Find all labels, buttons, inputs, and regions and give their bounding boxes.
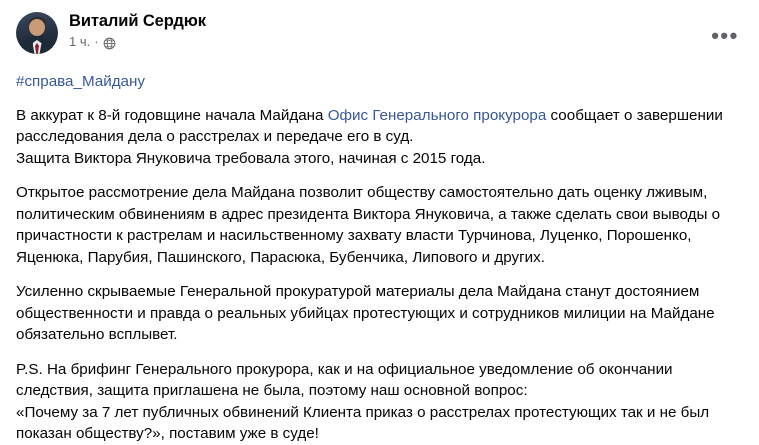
post-header-text [69,10,206,50]
post-paragraph-3: Усиленно скрываемые Генеральной прокуратурой материалы дела Майдана станут достоянием общественности и правда о реальных убийцах протестующих и сотрудников милиции на Майдане обязательно всплывет. [16,283,715,343]
avatar-head [29,19,45,36]
paragraph-1-line-2: Защита Виктора Януковича требовала этого, начиная с 2015 года. [16,149,486,167]
post-paragraph-2: Открытое рассмотрение дела Майдана позволит обществу самостоятельно дать оценку лживым, политическим обвинениям в адрес президента Виктора Януковича, а также сделать свои выводы о причастности к растрелам и насильственному захвату власти Турчинова, Луценко, Порошенко, Яценюка, Парубия, Пашинского, Парасюка, Бубенчика, Липового и других. [16,184,721,266]
globe-icon[interactable] [103,37,116,50]
post-body [16,71,743,445]
avatar[interactable] [16,12,58,54]
paragraph-5-text: «Почему за 7 лет публичных обвинений Клиента приказ о расстрелах протестующих так и не был показан обществу?», поставим уже в суде! [16,403,710,442]
post-hashtag-paragraph [16,71,743,93]
post-meta [69,34,206,50]
meta-separator: · [94,34,99,49]
post-menu-button[interactable]: ••• [711,23,739,48]
post-header [16,10,743,62]
hashtag-link[interactable]: #справа_Майдану [16,73,145,90]
paragraph-4-text: P.S. На брифинг Генерального прокурора, как и на официальное уведомление об окончании следствия, защита приглашена не была, поэтому наш основной вопрос: [16,360,673,399]
post-paragraph-4 [16,359,743,445]
paragraph-1-text-before: В аккурат к 8-й годовщине начала Майдана [16,106,328,124]
post-timestamp[interactable]: 1 ч. [69,34,91,49]
post-paragraph-1 [16,105,743,170]
paragraph-1-text-after: сообщает о завершении расследования дела о расстрелах и передаче его в суд. [16,106,723,145]
prosecutor-office-link[interactable]: Офис Генерального прокурора [327,106,547,124]
author-name[interactable]: Виталий Сердюк [69,12,206,30]
